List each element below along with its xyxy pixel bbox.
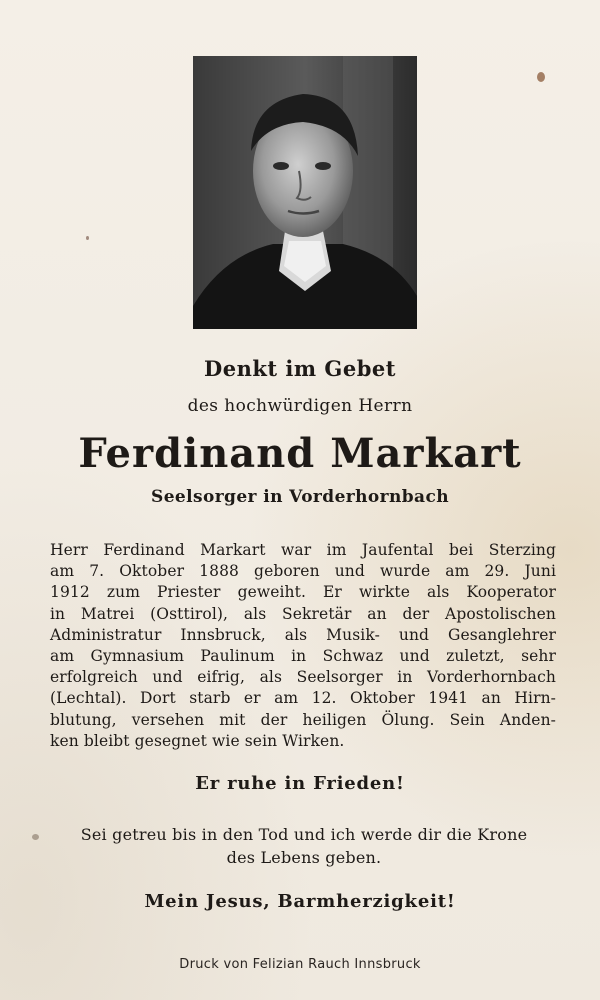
deceased-role: Seelsorger in Vorderhornbach [151, 487, 449, 507]
heading: Denkt im Gebet [204, 356, 396, 381]
subheading: des hochwürdigen Herrn [187, 396, 413, 416]
biography [50, 540, 556, 752]
closing-prayer: Mein Jesus, Barmherzigkeit! [144, 891, 456, 912]
verse-line: des Lebens geben. [226, 848, 382, 867]
bio-line: (Lechtal). Dort starb er am 12. Oktober 1941 an Hirn- [50, 689, 556, 708]
deceased-name: Ferdinand Markart [78, 430, 522, 477]
bio-line: in Matrei (Osttirol), als Sekretär an der Apostolischen [50, 604, 556, 623]
bio-line: Administratur Innsbruck, als Musik- und Gesanglehrer [50, 625, 556, 644]
bio-line: am Gymnasium Paulinum in Schwaz und zuletzt, sehr [50, 647, 556, 666]
bio-line: 1912 zum Priester geweiht. Er wirkte als Kooperator [50, 583, 556, 602]
bio-line: erfolgreich und eifrig, als Seelsorger in Vorderhornbach [50, 668, 556, 687]
portrait-image [193, 56, 417, 329]
bio-line: blutung, versehen mit der heiligen Ölung. Sein Anden- [50, 710, 556, 729]
stain-mark [86, 236, 89, 240]
verse-line: Sei getreu bis in den Tod und ich werde dir die Krone [80, 825, 528, 844]
portrait-photo [193, 56, 417, 329]
scripture-verse [52, 823, 556, 869]
rest-in-peace: Er ruhe in Frieden! [195, 773, 405, 794]
stain-mark [32, 834, 39, 840]
bio-line: am 7. Oktober 1888 geboren und wurde am 29. Juni [50, 562, 556, 581]
printer-credit: Druck von Felizian Rauch Innsbruck [179, 957, 421, 972]
bio-line: ken bleibt gesegnet wie sein Wirken. [50, 731, 345, 750]
stain-mark [537, 72, 545, 82]
bio-line: Herr Ferdinand Markart war im Jaufental bei Sterzing [50, 541, 556, 559]
